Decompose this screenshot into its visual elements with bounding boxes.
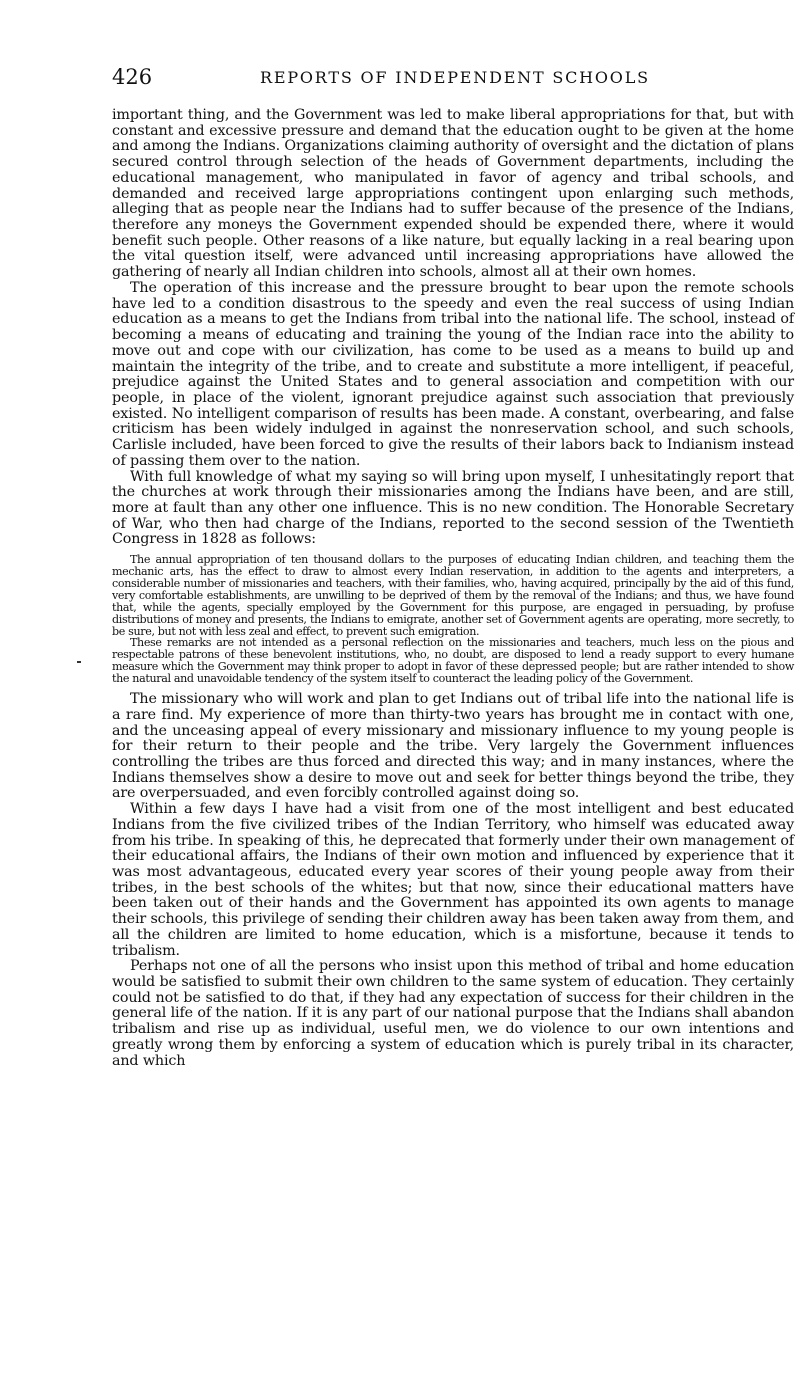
paragraph-churches: With full knowledge of what my saying so will bring upon myself, I unhesitatingly report that the churches at work through their missionaries among the Indians have been, and are still, more at fault than any other one influence. This is no new condition. The Honorable Secretary of War, who then had charge of the Indians, reported to the second session of the Twentieth Congress in 1828 as follows: <box>112 468 794 548</box>
quote-paragraph: The annual appropriation of ten thousand dollars to the purposes of educating Indian children, and teaching them the mechanic arts, has the effect to draw to almost every Indian reservation, in addition to the agents and interpreters, a considerable number of missionaries and teachers, with their families, who, having acquired, principally by the aid of this fund, very comfortable establishments, are unwilling to be deprived of them by the removal of the Indians; and thus, we have found that, while the agents, specially employed by the Government for this purpose, are engaged in persuading, by profuse distributions of money and presents, the Indians to emigrate, another set of Government agents are operating, more secretly, to be sure, but not with less zeal and effect, to prevent such emigration. <box>112 553 794 638</box>
paragraph-perhaps: Perhaps not one of all the persons who insist upon this method of tribal and home education would be satisfied to submit their own children to the same system of education. They certainly could not be satisfied to do that, if they had any expectation of success for their children in the general life of the nation. If it is any part of our national purpose that the Indians shall abandon tribalism and rise up as individual, useful men, we do violence to our own intentions and greatly wrong them by enforcing a system of education which is purely tribal in its character, and which <box>112 958 794 1069</box>
body-text <box>112 108 794 1069</box>
running-head: REPORTS OF INDEPENDENT SCHOOLS <box>260 68 650 87</box>
paragraph-missionary: The missionary who will work and plan to get Indians out of tribal life into the national life is a rare find. My experience of more than thirty-two years has brought me in contact with one, and the unceasing appeal of every missionary and missionary influence to my young people is for their return to their people and the tribe. Very largely the Government influences controlling the tribes are thus forced and directed this way; and in many instances, where the Indians themselves show a desire to move out and seek for better things beyond the tribe, they are overpersuaded, and even forcibly controlled against doing so. <box>112 691 794 802</box>
page-header <box>112 64 794 90</box>
paragraph-operation: The operation of this increase and the pressure brought to bear upon the remote schools have led to a condition disastrous to the speedy and even the real success of using Indian education as a means to get the Indians from tribal into the national life. The school, instead of becoming a means of educating and training the young of the Indian race into the ability to move out and cope with our civilization, has come to be used as a means to build up and maintain the integrity of the tribe, and to create and substitute a more intelligent, if peaceful, prejudice against the United States and to general association and competition with our people, in place of the violent, ignorant prejudice against such association that previously existed. No intelligent comparison of results has been made. A constant, overbearing, and false criticism has been widely indulged in against the nonreservation school, and such schools, Carlisle included, have been forced to give the results of their labors back to Indianism instead of passing them over to the nation. <box>112 279 794 469</box>
block-quote <box>112 554 794 685</box>
quote-paragraph: These remarks are not intended as a personal reflection on the missionaries and teachers, much less on the pious and respectable patrons of these benevolent institutions, who, no doubt, are disposed to lend a ready support to every humane measure which the Government may think proper to adopt in favor of these depressed people; but are rather intended to show the natural and unavoidable tendency of the system itself to counteract the leading policy of the Government. <box>112 636 794 686</box>
paragraph-continued: important thing, and the Government was led to make liberal appropriations for that, but with constant and excessive pressure and demand that the education ought to be given at the home and among the Indians. Organizations claiming authority of oversight and the dictation of plans secured control through selection of the heads of Government departments, including the educational management, who manipulated in favor of agency and tribal schools, and demanded and received large appropriations contingent upon enlarging such methods, alleging that as people near the Indians had to suffer because of the presence of the Indians, therefore any moneys the Government expended should be expended there, where it would benefit such people. Other reasons of a like nature, but equally lacking in a real bearing upon the vital question itself, were advanced until increasing appropriations have allowed the gathering of nearly all Indian children into schools, almost all at their own homes. <box>112 107 794 281</box>
page-number: 426 <box>112 65 153 89</box>
margin-mark <box>77 661 81 663</box>
paragraph-visit: Within a few days I have had a visit from one of the most intelligent and best educated Indians from the five civilized tribes of the Indian Territory, who himself was educated away from his tribe. In speaking of this, he deprecated that formerly under their own management of their educational affairs, the Indians of their own motion and influenced by experience that it was most advantageous, educated every year scores of their young people away from their tribes, in the best schools of the whites; but that now, since their educational matters have been taken out of their hands and the Government has appointed its own agents to manage their schools, this privilege of sending their children away has been taken away from them, and all the children are limited to home education, which is a misfortune, because it tends to tribalism. <box>112 801 794 959</box>
